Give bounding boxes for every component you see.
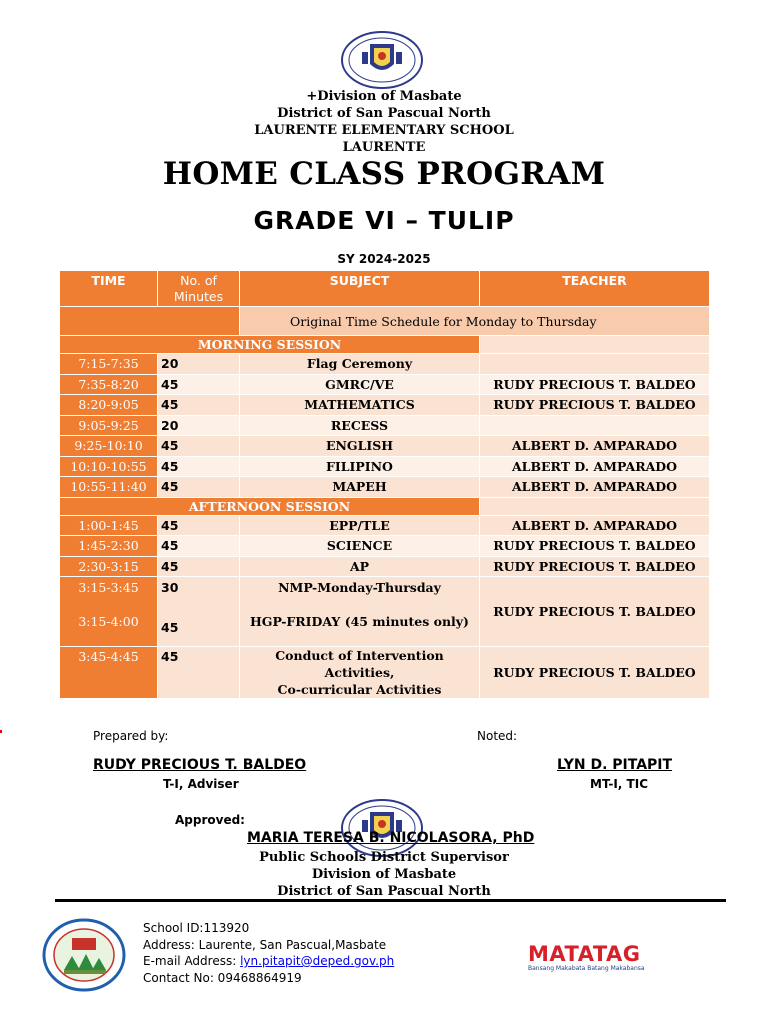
teacher-cell xyxy=(480,354,710,375)
teacher-cell: RUDY PRECIOUS T. BALDEO xyxy=(480,395,710,416)
approved-label: Approved: xyxy=(175,813,245,827)
email-line xyxy=(143,953,394,970)
noted-title: MT-I, TIC xyxy=(590,777,649,791)
approved-district: District of San Pascual North xyxy=(277,884,491,899)
footer-divider xyxy=(55,899,726,902)
minutes-cell: 45 xyxy=(158,536,240,557)
teacher-header: TEACHER xyxy=(480,271,710,307)
time-cell: 7:15-7:35 xyxy=(60,354,158,375)
teacher-cell: RUDY PRECIOUS T. BALDEO xyxy=(480,374,710,395)
minutes-cell: 45 xyxy=(158,477,240,498)
teacher-cell: ALBERT D. AMPARADO xyxy=(480,436,710,457)
minutes-a: 30 xyxy=(161,580,179,595)
noted-name: LYN D. PITAPIT xyxy=(557,757,673,773)
subject-cell: MATHEMATICS xyxy=(240,395,480,416)
prepared-label: Prepared by: xyxy=(93,729,169,743)
time-cell: 7:35-8:20 xyxy=(60,374,158,395)
subject-cell: EPP/TLE xyxy=(240,515,480,536)
schedule-row xyxy=(60,395,710,416)
subject-cell: AP xyxy=(240,556,480,577)
schedule-row xyxy=(60,354,710,375)
school-location: LAURENTE xyxy=(342,140,426,155)
subject-b: HGP-FRIDAY (45 minutes only) xyxy=(250,614,469,629)
minutes-cell: 45 xyxy=(158,436,240,457)
morning-rows xyxy=(60,354,710,498)
split-teacher: RUDY PRECIOUS T. BALDEO xyxy=(480,577,710,647)
minutes-cell: 45 xyxy=(158,556,240,577)
time-cell: 8:20-9:05 xyxy=(60,395,158,416)
last-subject-line: Conduct of Intervention xyxy=(275,648,444,663)
time-cell: 1:45-2:30 xyxy=(60,536,158,557)
morning-session-label: MORNING SESSION xyxy=(60,336,480,354)
subject-cell: ENGLISH xyxy=(240,436,480,457)
schedule-note: Original Time Schedule for Monday to Thursday xyxy=(240,307,710,336)
district-line: District of San Pascual North xyxy=(277,106,491,121)
schedule-row xyxy=(60,436,710,457)
teacher-cell: ALBERT D. AMPARADO xyxy=(480,456,710,477)
teacher-cell: ALBERT D. AMPARADO xyxy=(480,515,710,536)
session-blank-cell xyxy=(480,497,710,515)
subject-cell: FILIPINO xyxy=(240,456,480,477)
split-minutes-cell xyxy=(158,577,240,647)
last-minutes: 45 xyxy=(158,647,240,699)
last-subject xyxy=(240,647,480,699)
last-subject-line: Activities, xyxy=(324,665,395,680)
minutes-b: 45 xyxy=(161,620,179,635)
last-teacher: RUDY PRECIOUS T. BALDEO xyxy=(480,647,710,699)
teacher-cell xyxy=(480,415,710,436)
schedule-row xyxy=(60,556,710,577)
schedule-row xyxy=(60,536,710,557)
contact-number: Contact No: 09468864919 xyxy=(143,970,302,985)
margin-mark xyxy=(0,730,2,733)
approved-position: Public Schools District Supervisor xyxy=(259,850,509,865)
time-cell: 1:00-1:45 xyxy=(60,515,158,536)
brand-tagline: Bansang Makabata Batang Makabansa xyxy=(528,965,645,972)
subject-cell: RECESS xyxy=(240,415,480,436)
minutes-cell: 45 xyxy=(158,515,240,536)
schedule-note-row xyxy=(60,307,710,336)
schedule-table xyxy=(59,270,710,699)
teacher-cell: RUDY PRECIOUS T. BALDEO xyxy=(480,536,710,557)
schedule-row xyxy=(60,515,710,536)
morning-session-row xyxy=(60,336,710,354)
schedule-row xyxy=(60,456,710,477)
last-row xyxy=(60,647,710,699)
subject-cell: GMRC/VE xyxy=(240,374,480,395)
school-id: School ID:113920 xyxy=(143,921,250,935)
school-header xyxy=(0,88,768,156)
minutes-cell: 20 xyxy=(158,415,240,436)
subject-cell: MAPEH xyxy=(240,477,480,498)
subject-cell: Flag Ceremony xyxy=(240,354,480,375)
brand-word: MATATAG xyxy=(528,942,641,966)
afternoon-session-row xyxy=(60,497,710,515)
note-blank-cell xyxy=(60,307,240,336)
time-cell: 10:55-11:40 xyxy=(60,477,158,498)
email-link[interactable]: lyn.pitapit@deped.gov.ph xyxy=(240,954,395,968)
schedule-row xyxy=(60,374,710,395)
approved-division: Division of Masbate xyxy=(311,867,457,882)
subject-header: SUBJECT xyxy=(240,271,480,307)
time-cell: 9:05-9:25 xyxy=(60,415,158,436)
session-blank-cell xyxy=(480,336,710,354)
last-time: 3:45-4:45 xyxy=(60,647,158,699)
time-b: 3:15-4:00 xyxy=(78,614,139,629)
email-label: E-mail Address: xyxy=(143,954,241,968)
last-subject-line: Co-curricular Activities xyxy=(277,682,442,697)
afternoon-rows xyxy=(60,515,710,577)
schedule-row xyxy=(60,477,710,498)
school-year: SY 2024-2025 xyxy=(337,252,431,266)
page-title: HOME CLASS PROGRAM xyxy=(162,156,606,192)
split-subject-cell xyxy=(240,577,480,647)
prepared-name: RUDY PRECIOUS T. BALDEO xyxy=(93,757,307,773)
deped-seal-icon xyxy=(340,30,424,90)
split-time-cell xyxy=(60,577,158,647)
teacher-cell: ALBERT D. AMPARADO xyxy=(480,477,710,498)
time-cell: 2:30-3:15 xyxy=(60,556,158,577)
split-row xyxy=(60,577,710,647)
noted-label: Noted: xyxy=(477,729,518,743)
minutes-cell: 45 xyxy=(158,395,240,416)
subject-a: NMP-Monday-Thursday xyxy=(278,580,441,595)
teacher-cell: RUDY PRECIOUS T. BALDEO xyxy=(480,556,710,577)
time-header: TIME xyxy=(60,271,158,307)
grade-section: GRADE VI – TULIP xyxy=(253,206,515,235)
school-name: LAURENTE ELEMENTARY SCHOOL xyxy=(254,123,514,138)
prepared-title: T-I, Adviser xyxy=(163,777,239,791)
approved-titles xyxy=(0,849,768,900)
minutes-cell: 45 xyxy=(158,374,240,395)
division-line: +Division of Masbate xyxy=(306,89,462,104)
school-logo-icon xyxy=(42,918,126,992)
schedule-row xyxy=(60,415,710,436)
minutes-cell: 45 xyxy=(158,456,240,477)
matatag-logo xyxy=(528,942,658,972)
time-a: 3:15-3:45 xyxy=(78,580,139,595)
minutes-cell: 20 xyxy=(158,354,240,375)
subject-cell: SCIENCE xyxy=(240,536,480,557)
school-address: Address: Laurente, San Pascual,Masbate xyxy=(143,937,387,952)
school-contact-info xyxy=(143,920,394,986)
header-row xyxy=(60,271,710,307)
time-cell: 9:25-10:10 xyxy=(60,436,158,457)
afternoon-session-label: AFTERNOON SESSION xyxy=(60,497,480,515)
approved-name: MARIA TERESA B. NICOLASORA, PhD xyxy=(247,830,535,846)
minutes-header: No. of Minutes xyxy=(158,271,240,307)
time-cell: 10:10-10:55 xyxy=(60,456,158,477)
